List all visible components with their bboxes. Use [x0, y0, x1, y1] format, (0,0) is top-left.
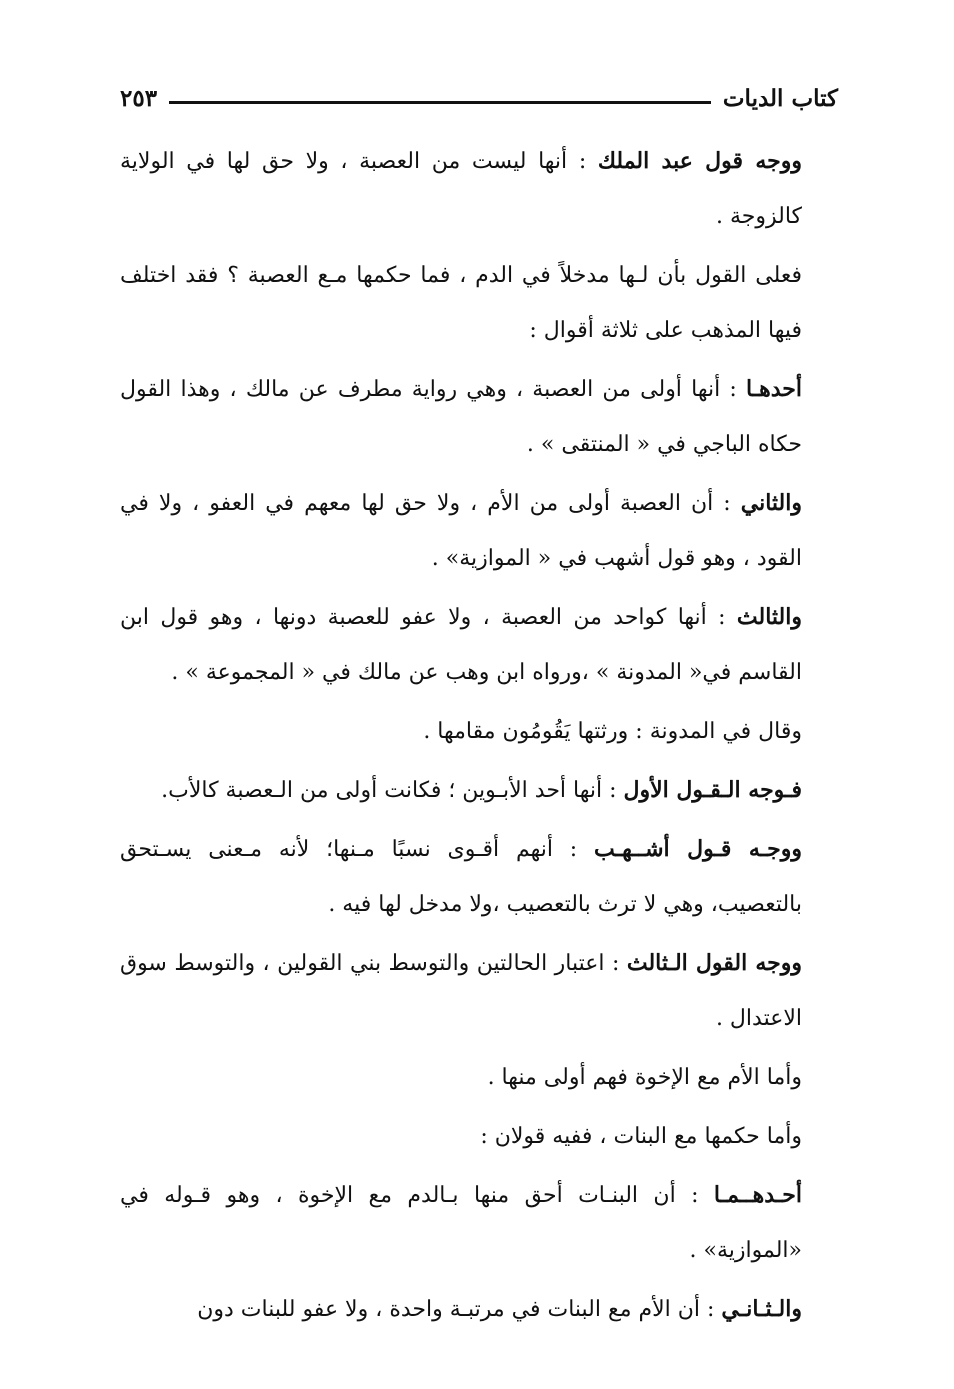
paragraph-6: [120, 704, 838, 759]
paragraph-text: : أن العصبة أولى من الأم ، ولا حق لها معهم في العفو ، ولا في القود ، وهو قول أشهب في « الموازية» .: [120, 491, 802, 571]
paragraph-lead: والثاني: [740, 490, 802, 516]
paragraph-text: : أن الأم مع البنات في مرتبـة واحدة ، ولا عفو للبنات دون: [197, 1297, 722, 1322]
paragraph-3: [120, 362, 838, 472]
paragraph-9: [120, 936, 838, 1046]
paragraph-12: [120, 1168, 838, 1278]
paragraph-2: [120, 248, 838, 358]
running-header: [120, 70, 838, 126]
page-body: [120, 134, 838, 1337]
paragraph-text: : أن البنـات أحق منها بـالدم مع الإخوة ، وهو قـوله في «الموازية» .: [120, 1183, 802, 1263]
paragraph-text: وقال في المدونة : ورثتها يَقُومُون مقامها .: [423, 719, 802, 744]
paragraph-text: وأما حكمها مع البنات ، ففيه قولان :: [480, 1124, 802, 1149]
paragraph-lead: ووجـه قـول أشــهـب: [594, 836, 803, 862]
paragraph-lead: ووجه القول الـثالث: [626, 950, 802, 976]
paragraph-lead: أحدهـا: [745, 376, 802, 402]
paragraph-11: [120, 1109, 838, 1164]
paragraph-text: وأما الأم مع الإخوة فهم أولى منها .: [487, 1065, 802, 1090]
paragraph-text: : اعتبار الحالتين والتوسط بني القولين ، والتوسط سوق الاعتدال .: [120, 951, 802, 1031]
paragraph-1: [120, 134, 838, 244]
paragraph-text: : أنها كواحد من العصبة ، ولا عفو للعصبة دونها ، وهو قول ابن القاسم في« المدونة » ،ورواه ابن وهب عن مالك في « المجموعة » .: [120, 605, 802, 685]
paragraph-lead: والثالث: [736, 604, 802, 630]
page-number: ٢٥٣: [120, 84, 158, 112]
paragraph-lead: أحـدهــمـا: [713, 1182, 802, 1208]
paragraph-10: [120, 1050, 838, 1105]
paragraph-text: : أنها ليست من العصبة ، ولا حق لها في الولاية كالزوجة .: [120, 149, 802, 229]
header-rule: [169, 101, 711, 104]
paragraph-text: فعلى القول بأن لـها مدخلاً في الدم ، فما حكمها مـع العصبة ؟ فقد اختلف فيها المذهب على ثلاثة أقوال :: [120, 263, 802, 343]
paragraph-text: : أنها أحد الأبـوين ؛ فكانت أولى من الـعصبة كالأب.: [161, 778, 624, 803]
paragraph-text: : أنها أولى من العصبة ، وهي رواية مطرف عن مالك ، وهذا القول حكاه الباجي في « المنتقى » .: [120, 377, 802, 457]
paragraph-lead: فـوجه الـقـول الأول: [623, 777, 802, 803]
paragraph-8: [120, 822, 838, 932]
paragraph-4: [120, 476, 838, 586]
paragraph-7: [120, 763, 838, 818]
paragraph-text: : أنهم أقـوى نسبًا مـنها؛ لأنه مـعنى يسـتحق بالتعصيب، وهي لا ترث بالتعصيب ،ولا مدخل لها فيه .: [120, 837, 802, 917]
paragraph-lead: ووجه قول عبد الملك: [597, 148, 802, 174]
chapter-title: كتاب الديات: [722, 84, 838, 112]
paragraph-lead: والـثـانـي: [721, 1296, 802, 1322]
paragraph-5: [120, 590, 838, 700]
book-page: [120, 70, 838, 1341]
paragraph-13: [120, 1282, 838, 1337]
